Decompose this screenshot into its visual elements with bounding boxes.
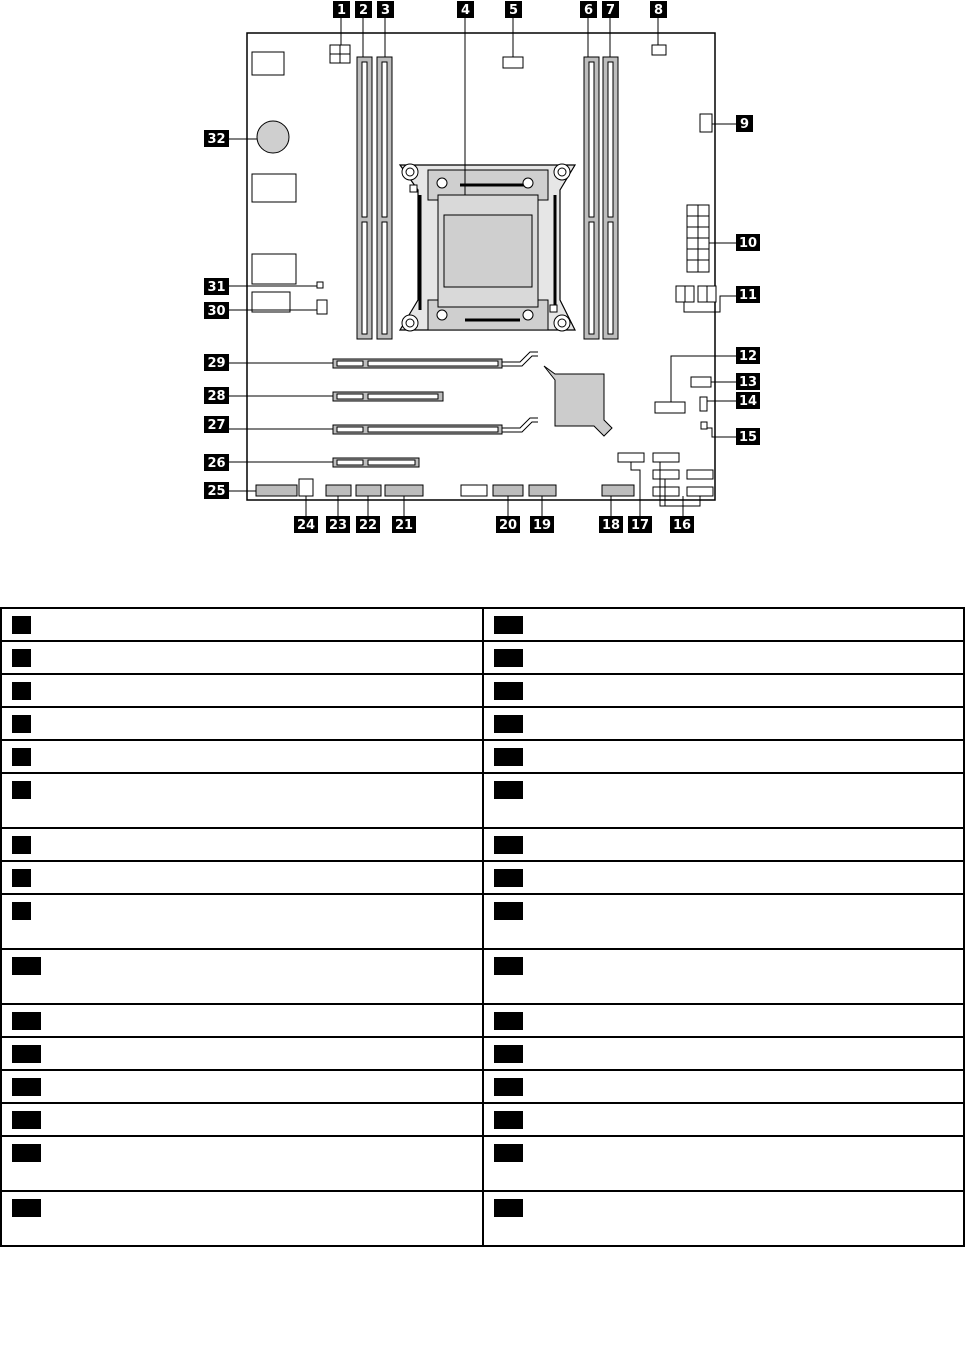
legend-badge [12,1012,41,1030]
svg-text:18: 18 [601,518,621,533]
legend-cell-left [1,894,483,949]
legend-cell-right [483,894,965,949]
svg-text:29: 29 [207,356,226,371]
legend-cell-left [1,1037,483,1070]
memory-slot-3 [377,57,392,339]
legend-badge [12,1111,41,1129]
svg-text:24: 24 [296,518,316,533]
svg-text:13: 13 [738,375,758,390]
callout-32 [204,130,229,147]
legend-row [1,1070,964,1103]
legend-cell-right [483,1191,965,1246]
component-block [252,254,296,284]
connector-5 [503,57,523,68]
callout-25 [204,482,229,499]
legend-badge [494,1078,523,1096]
legend-badge [494,1111,523,1129]
legend-badge [12,1199,41,1217]
legend-badge [12,616,31,634]
svg-text:26: 26 [207,456,226,471]
header-21 [385,485,423,496]
legend-badge [12,902,31,920]
legend-cell-right [483,674,965,707]
svg-text:30: 30 [207,304,226,319]
legend-cell-left [1,773,483,828]
legend-badge [494,781,523,799]
svg-text:15: 15 [738,430,758,445]
legend-cell-right [483,773,965,828]
legend-badge [494,869,523,887]
header-23 [326,485,351,496]
callout-28 [204,387,229,404]
callout-23 [326,516,350,533]
legend-cell-left [1,861,483,894]
callout-3 [377,1,394,18]
callout-11 [736,286,760,303]
svg-text:6: 6 [583,3,594,18]
callout-30 [204,302,229,319]
legend-badge [494,649,523,667]
component-block [252,52,284,75]
header-22 [356,485,381,496]
legend-row [1,773,964,828]
legend-badge [494,1144,523,1162]
callout-15 [736,428,760,445]
legend-cell-left [1,608,483,641]
callout-22 [356,516,380,533]
svg-text:23: 23 [328,518,348,533]
legend-row [1,1136,964,1191]
svg-text:27: 27 [207,418,226,433]
legend-cell-right [483,1070,965,1103]
callout-27 [204,416,229,433]
legend-row [1,828,964,861]
header-blank [461,485,487,496]
callout-1 [333,1,350,18]
legend-row [1,608,964,641]
legend-cell-left [1,828,483,861]
legend-cell-right [483,949,965,1004]
callout-29 [204,354,229,371]
legend-cell-right [483,641,965,674]
legend-cell-left [1,707,483,740]
svg-text:5: 5 [508,3,519,18]
power-connector-10 [687,205,709,272]
legend-cell-right [483,1136,965,1191]
callout-21 [392,516,416,533]
svg-text:31: 31 [207,280,226,295]
legend-row [1,641,964,674]
legend-body [1,608,964,1246]
callout-7 [602,1,619,18]
legend-cell-right [483,1004,965,1037]
svg-text:17: 17 [630,518,650,533]
pcie-slot-28 [333,392,443,401]
legend-row [1,1103,964,1136]
legend-cell-left [1,1103,483,1136]
component-block [252,174,296,202]
legend-cell-left [1,1004,483,1037]
legend-row [1,861,964,894]
legend-cell-left [1,949,483,1004]
callout-12 [736,347,760,364]
legend-badge [494,616,523,634]
callout-16 [670,516,694,533]
callout-26 [204,454,229,471]
legend-cell-right [483,861,965,894]
legend-badge [12,649,31,667]
svg-text:25: 25 [207,484,226,499]
connector-12 [655,402,685,413]
component-block [252,292,290,312]
svg-text:19: 19 [532,518,552,533]
svg-text:4: 4 [460,3,471,18]
legend-row [1,1004,964,1037]
svg-text:3: 3 [380,3,391,18]
connector-14 [700,397,707,411]
legend-row [1,707,964,740]
svg-text:16: 16 [672,518,692,533]
header-20 [493,485,523,496]
svg-text:28: 28 [207,389,226,404]
header-24 [299,479,313,496]
header-19 [529,485,556,496]
callout-17 [628,516,652,533]
legend-badge [494,682,523,700]
svg-text:20: 20 [498,518,518,533]
svg-text:12: 12 [738,349,758,364]
header-18 [602,485,634,496]
callout-31 [204,278,229,295]
callout-19 [530,516,554,533]
svg-text:11: 11 [738,288,758,303]
legend-cell-left [1,674,483,707]
legend-badge [12,781,31,799]
memory-slot-2 [357,57,372,339]
svg-text:7: 7 [605,3,616,18]
svg-text:1: 1 [336,3,347,18]
legend-badge [494,836,523,854]
legend-badge [494,1012,523,1030]
callout-8 [650,1,667,18]
legend-cell-right [483,828,965,861]
legend-badge [494,1199,523,1217]
legend-badge [12,1045,41,1063]
legend-badge [494,715,523,733]
svg-text:9: 9 [739,117,750,132]
legend-cell-right [483,707,965,740]
header-25 [256,485,297,496]
legend-badge [12,836,31,854]
connector-15 [701,422,707,429]
callout-2 [355,1,372,18]
legend-row [1,949,964,1004]
legend-row [1,740,964,773]
legend-badge [494,1045,523,1063]
callout-20 [496,516,520,533]
legend-badge [12,748,31,766]
connector-30 [317,300,327,314]
legend-row [1,894,964,949]
legend-badge [494,957,523,975]
legend-badge [12,715,31,733]
legend-cell-right [483,608,965,641]
svg-text:2: 2 [358,3,369,18]
legend-badge [494,748,523,766]
legend-badge [12,1078,41,1096]
legend-cell-right [483,1037,965,1070]
memory-slot-7 [603,57,618,339]
svg-text:10: 10 [738,236,758,251]
svg-text:8: 8 [653,3,664,18]
svg-text:14: 14 [738,394,758,409]
memory-slot-6 [584,57,599,339]
legend-badge [12,957,41,975]
legend-cell-left [1,1136,483,1191]
connector-13 [691,377,711,387]
callout-6 [580,1,597,18]
callout-4 [457,1,474,18]
pcie-slot-26 [333,458,419,467]
legend-row [1,1037,964,1070]
motherboard-diagram [0,0,965,560]
legend-cell-left [1,1191,483,1246]
connector-9 [700,114,712,132]
battery [257,121,289,153]
legend-table [0,607,965,1247]
legend-cell-left [1,641,483,674]
legend-badge [12,1144,41,1162]
callout-18 [599,516,623,533]
legend-cell-right [483,1103,965,1136]
connector-31 [317,282,323,288]
svg-text:22: 22 [358,518,378,533]
callout-9 [736,115,753,132]
legend-row [1,1191,964,1246]
svg-text:32: 32 [207,132,226,147]
callout-13 [736,373,760,390]
callout-5 [505,1,522,18]
callout-10 [736,234,760,251]
cpu-socket [400,164,575,331]
legend-badge [12,682,31,700]
legend-badge [12,869,31,887]
callout-14 [736,392,760,409]
svg-text:21: 21 [394,518,414,533]
legend-row [1,674,964,707]
callout-24 [294,516,318,533]
legend-cell-left [1,740,483,773]
legend-cell-left [1,1070,483,1103]
connector-8 [652,45,666,55]
legend-badge [494,902,523,920]
legend-cell-right [483,740,965,773]
sata-connector-17 [618,453,644,462]
